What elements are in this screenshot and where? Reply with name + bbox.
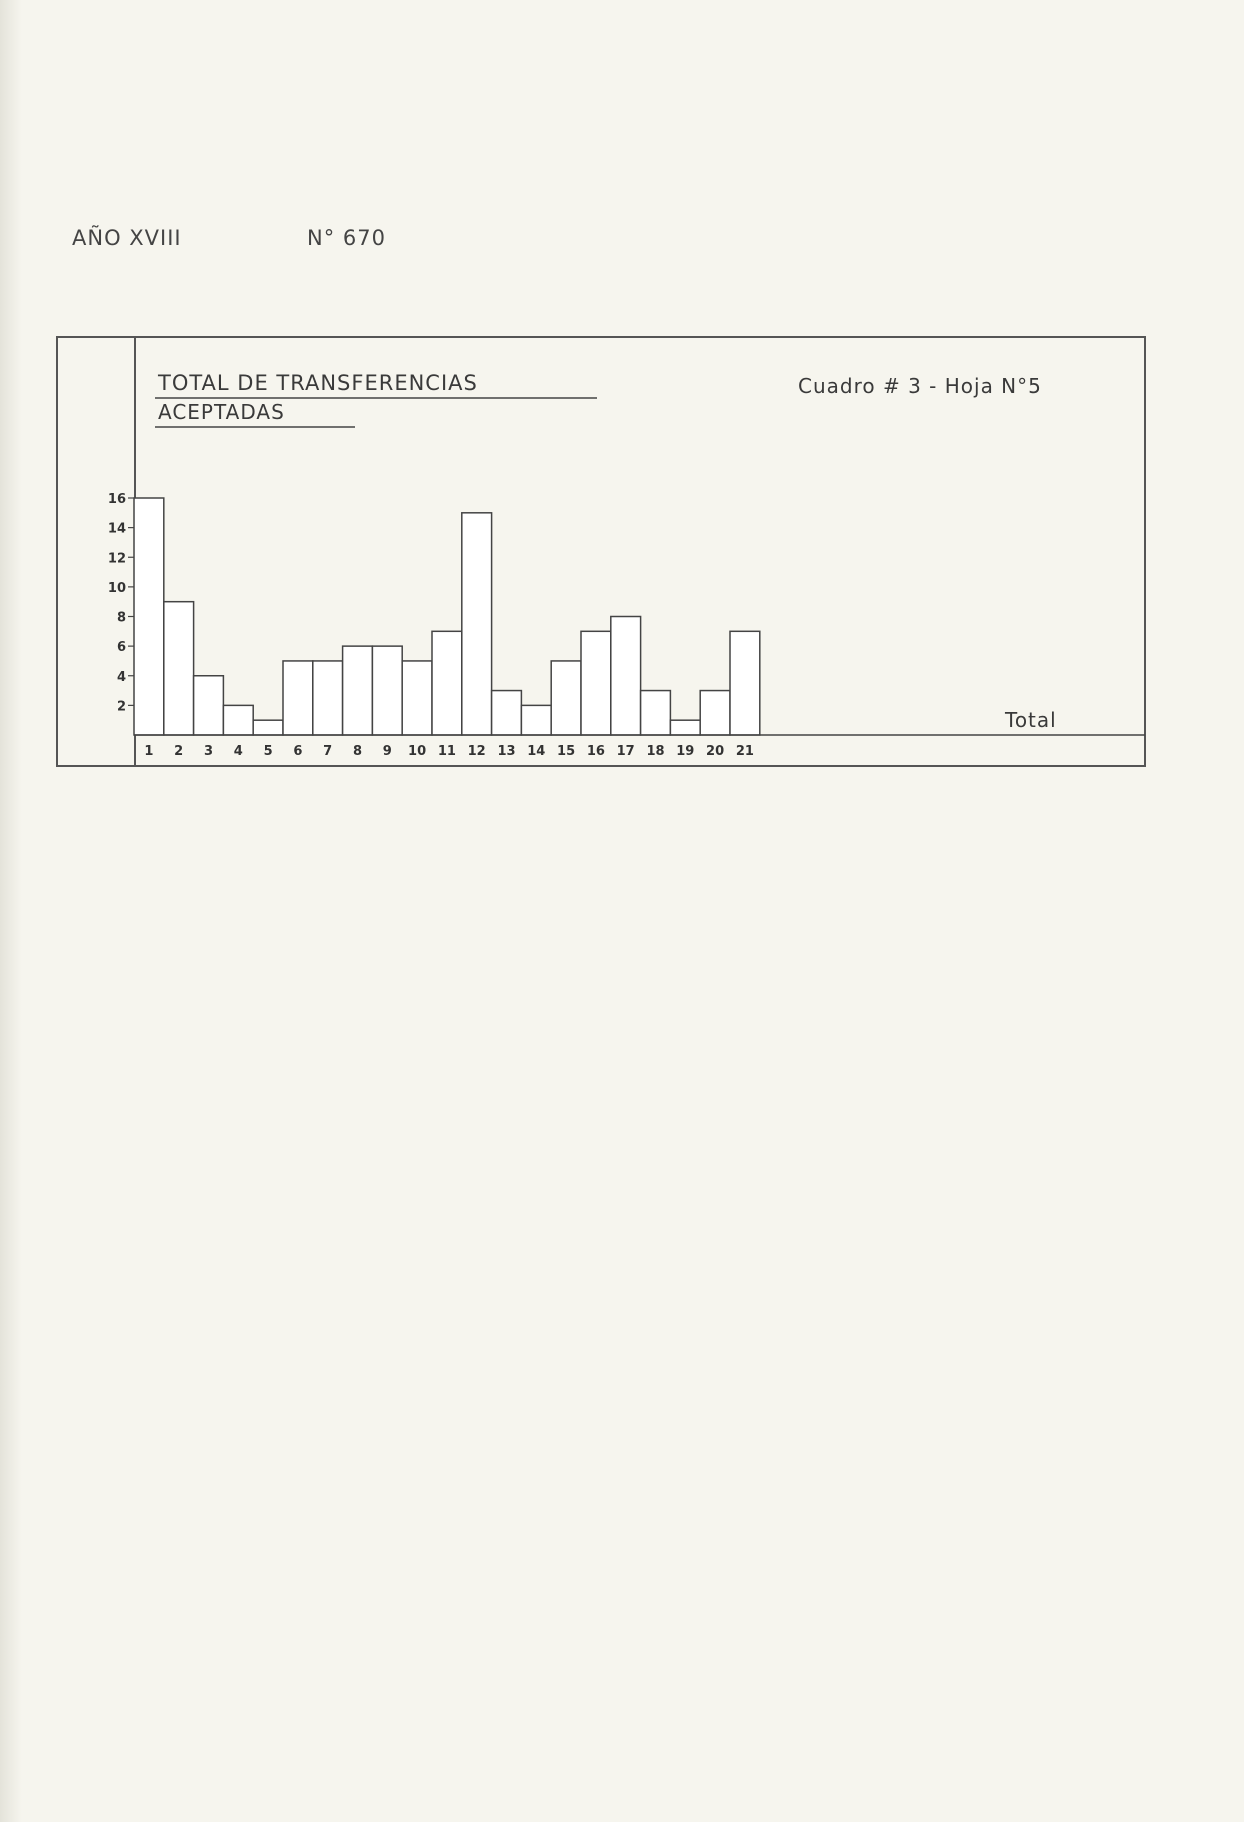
bar-10 — [402, 661, 432, 735]
x-tick-label: 16 — [586, 744, 605, 759]
bar-8 — [343, 646, 373, 735]
x-tick-label: 6 — [293, 744, 303, 759]
bar-13 — [492, 691, 522, 735]
x-tick-label: 14 — [527, 744, 546, 759]
x-tick-label: 21 — [735, 744, 754, 759]
bar-19 — [670, 720, 700, 735]
bar-11 — [432, 631, 462, 735]
x-tick-label: 5 — [263, 744, 273, 759]
bar-12 — [462, 513, 492, 735]
y-tick-label: 12 — [107, 551, 126, 567]
x-tick-label: 15 — [557, 744, 576, 759]
bar-14 — [521, 705, 551, 735]
x-tick-label: 20 — [706, 744, 725, 759]
bar-1 — [134, 498, 164, 735]
bar-18 — [641, 691, 671, 735]
bar-2 — [164, 602, 194, 735]
y-tick-label: 10 — [107, 580, 126, 596]
bar-15 — [551, 661, 581, 735]
bars — [134, 498, 760, 735]
chart-subtitle: ACEPTADAS — [158, 400, 285, 424]
total-label: Total — [1005, 708, 1057, 732]
bar-6 — [283, 661, 313, 735]
bar-16 — [581, 631, 611, 735]
x-tick-label: 18 — [646, 744, 665, 759]
bar-9 — [372, 646, 402, 735]
chart-title: TOTAL DE TRANSFERENCIAS — [158, 371, 478, 395]
x-tick-label: 1 — [144, 744, 154, 759]
x-tick-label: 8 — [352, 744, 363, 759]
x-tick-label: 2 — [174, 744, 184, 759]
bar-7 — [313, 661, 343, 735]
bar-5 — [253, 720, 283, 735]
y-tick-label: 2 — [116, 699, 126, 715]
x-tick-label: 10 — [408, 744, 427, 759]
x-axis-labels — [144, 744, 754, 759]
bar-20 — [700, 691, 730, 735]
bar-4 — [223, 705, 253, 735]
y-tick-label: 8 — [116, 610, 126, 626]
y-tick-label: 4 — [116, 669, 126, 685]
bar-21 — [730, 631, 760, 735]
y-tick-label: 14 — [107, 521, 126, 537]
x-tick-label: 11 — [437, 744, 456, 759]
x-tick-label: 12 — [467, 744, 486, 759]
x-tick-label: 19 — [676, 744, 695, 759]
x-tick-label: 17 — [616, 744, 635, 759]
x-tick-label: 9 — [382, 744, 392, 759]
x-tick-label: 3 — [203, 744, 214, 759]
chart-reference: Cuadro # 3 - Hoja N°5 — [798, 374, 1042, 398]
x-tick-label: 13 — [497, 744, 516, 759]
x-tick-label: 7 — [323, 744, 333, 759]
bar-17 — [611, 617, 641, 736]
y-tick-label: 6 — [116, 640, 126, 656]
bar-3 — [194, 676, 224, 735]
y-tick-label: 16 — [107, 492, 126, 507]
y-axis — [108, 492, 134, 714]
issue-number: N° 670 — [307, 226, 386, 250]
x-tick-label: 4 — [233, 744, 243, 759]
year-label: AÑO XVIII — [72, 226, 182, 250]
